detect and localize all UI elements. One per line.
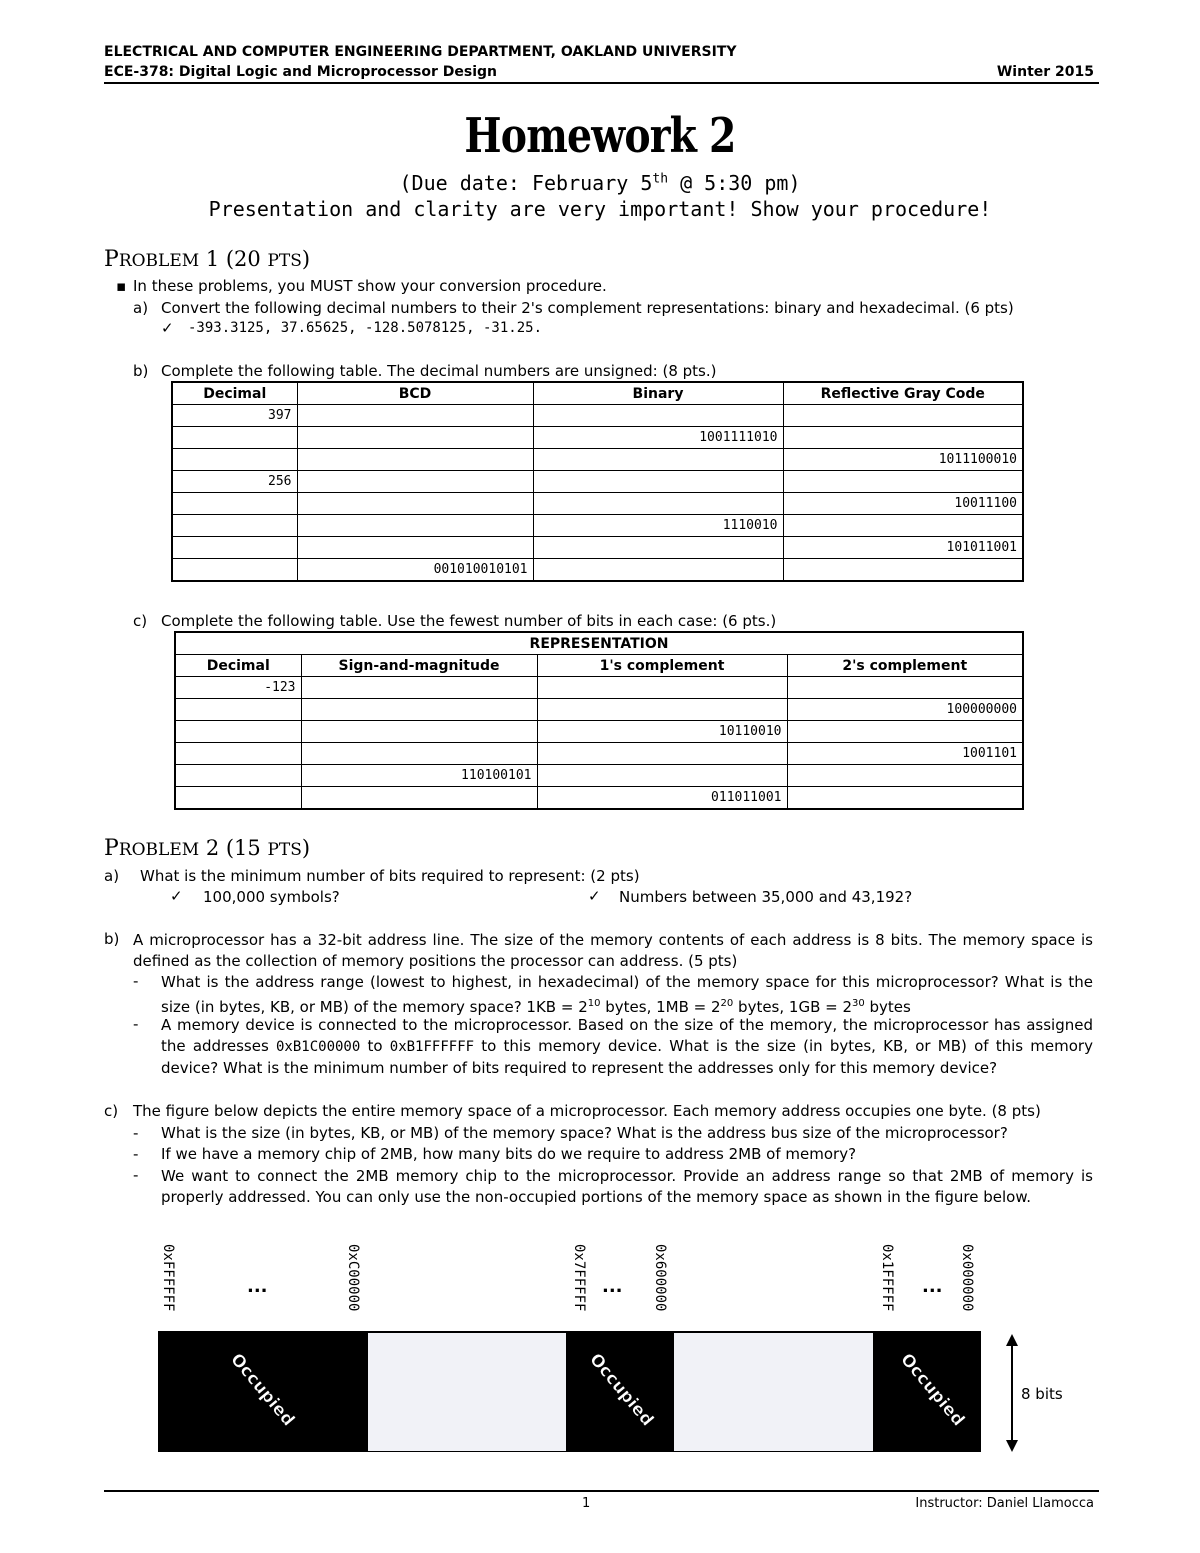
checkmark-icon: ✓ xyxy=(588,887,601,905)
ellipsis: ... xyxy=(922,1276,943,1297)
table-cell xyxy=(787,721,1023,743)
address-label: 0x000000 xyxy=(959,1244,975,1312)
table-cell xyxy=(297,405,533,427)
dash-icon: - xyxy=(133,1166,139,1184)
table-row xyxy=(172,515,1023,537)
ellipsis: ... xyxy=(247,1276,268,1297)
due-date: (Due date: February 5th @ 5:30 pm) xyxy=(399,171,801,195)
page-number: 1 xyxy=(582,1496,591,1511)
table-cell: 011011001 xyxy=(537,787,787,810)
representation-header: REPRESENTATION xyxy=(175,632,1023,655)
problem-2c-label: c) xyxy=(104,1102,119,1120)
table-cell xyxy=(175,721,301,743)
table-cell xyxy=(533,559,783,582)
table-cell xyxy=(537,677,787,699)
problem-2b-item-1: What is the address range (lowest to highest, in hexadecimal) of the memory space for this microprocessor? What is the size (in bytes, KB, or MB) of the memory space? $1KB = 2^{10}$ bytes, $1MB = 2^{20}$ bytes, $1GB = 2^{30}$ bytes xyxy=(161,973,1093,1016)
presentation-note: Presentation and clarity are very important! Show your procedure! xyxy=(208,197,992,221)
occupied-label: Occupied xyxy=(896,1349,969,1431)
dash-icon: - xyxy=(133,1015,139,1033)
problem-1b-table xyxy=(171,381,1024,582)
table-cell xyxy=(533,405,783,427)
problem-1-heading: PROBLEM 1 (20 PTS) xyxy=(104,247,311,272)
dash-icon: - xyxy=(133,972,139,990)
column-header: Reflective Gray Code xyxy=(783,382,1023,405)
table-row xyxy=(175,721,1023,743)
column-header: Decimal xyxy=(172,382,297,405)
occupied-block xyxy=(567,1333,673,1451)
table-cell xyxy=(783,515,1023,537)
problem-2c-item-2: If we have a memory chip of 2MB, how many bits do we require to address 2MB of memory? xyxy=(161,1145,857,1163)
table-cell xyxy=(533,449,783,471)
table-cell: 001010010101 xyxy=(297,559,533,582)
occupied-label: Occupied xyxy=(585,1349,658,1431)
dash-icon: - xyxy=(133,1124,139,1142)
ellipsis: ... xyxy=(602,1276,623,1297)
table-cell xyxy=(301,677,537,699)
footer-rule xyxy=(104,1490,1099,1492)
table-cell xyxy=(172,449,297,471)
table-row xyxy=(175,677,1023,699)
double-arrow-icon xyxy=(1002,1334,1022,1452)
table-cell: 1011100010 xyxy=(783,449,1023,471)
free-block xyxy=(674,1333,873,1451)
table-row xyxy=(172,449,1023,471)
table-cell: 1110010 xyxy=(533,515,783,537)
column-header: BCD xyxy=(297,382,533,405)
table-cell xyxy=(297,449,533,471)
problem-2b-label: b) xyxy=(104,930,120,948)
problem-2c-text: The figure below depicts the entire memory space of a microprocessor. Each memory address occupies one byte. (8 pts) xyxy=(133,1102,1041,1120)
free-block xyxy=(368,1333,566,1451)
table-cell xyxy=(297,493,533,515)
column-header: 2's complement xyxy=(787,655,1023,677)
course-title: ECE-378: Digital Logic and Microprocessor Design xyxy=(104,64,497,80)
table-cell: 101011001 xyxy=(783,537,1023,559)
table-cell xyxy=(301,721,537,743)
table-cell xyxy=(787,765,1023,787)
table-cell: 100000000 xyxy=(787,699,1023,721)
table-cell xyxy=(175,699,301,721)
table-cell xyxy=(297,537,533,559)
occupied-block xyxy=(874,1333,979,1451)
table-cell xyxy=(537,743,787,765)
table-cell xyxy=(787,677,1023,699)
problem-1a-label: a) xyxy=(133,299,149,317)
table-row xyxy=(175,699,1023,721)
problem-2-heading: PROBLEM 2 (15 PTS) xyxy=(104,836,311,861)
checkmark-icon: ✓ xyxy=(161,319,174,337)
problem-1a-values: -393.3125, 37.65625, -128.5078125, -31.25. xyxy=(188,320,543,336)
address-label: 0x7FFFFF xyxy=(571,1244,587,1312)
table-cell xyxy=(533,493,783,515)
occupied-label: Occupied xyxy=(226,1349,299,1431)
table-row xyxy=(172,537,1023,559)
dash-icon: - xyxy=(133,1145,139,1163)
table-cell xyxy=(301,787,537,810)
table-cell xyxy=(783,405,1023,427)
problem-1b-label: b) xyxy=(133,362,149,380)
table-row xyxy=(172,471,1023,493)
instructor: Instructor: Daniel Llamocca xyxy=(915,1496,1094,1511)
problem-2c-item-1: What is the size (in bytes, KB, or MB) of the memory space? What is the address bus size of the microprocessor? xyxy=(161,1124,1008,1142)
occupied-block xyxy=(160,1333,367,1451)
problem-2b-item-2: A memory device is connected to the microprocessor. Based on the size of the memory, the microprocessor has assigned the addresses 0xB1C00000 to 0xB1FFFFFF to this memory device. What is the size (in bytes, KB, or MB) of this memory device? What is the minimum number of bits required to represent the addresses only for this memory device? xyxy=(161,1016,1093,1077)
table-cell xyxy=(175,787,301,810)
checkmark-icon: ✓ xyxy=(170,887,183,905)
address-label: 0x1FFFFF xyxy=(879,1244,895,1312)
table-cell: 256 xyxy=(172,471,297,493)
table-cell xyxy=(301,699,537,721)
table-cell xyxy=(175,743,301,765)
table-cell xyxy=(301,743,537,765)
problem-2a-item-2: Numbers between 35,000 and 43,192? xyxy=(619,888,913,906)
problem-1c-text: Complete the following table. Use the fewest number of bits in each case: (6 pts.) xyxy=(161,612,777,630)
problem-2a-label: a) xyxy=(104,867,120,885)
table-cell xyxy=(537,699,787,721)
table-cell xyxy=(783,559,1023,582)
problem-2a-text: What is the minimum number of bits required to represent: (2 pts) xyxy=(140,867,640,885)
table-cell: 10011100 xyxy=(783,493,1023,515)
table-cell xyxy=(537,765,787,787)
problem-1c-label: c) xyxy=(133,612,148,630)
table-cell xyxy=(533,537,783,559)
table-cell: 1001111010 xyxy=(533,427,783,449)
column-header: Binary xyxy=(533,382,783,405)
problem-2c-item-3: We want to connect the 2MB memory chip to the microprocessor. Provide an address range so that 2MB of memory is properly addressed. You can only use the non-occupied portions of the memory space as shown in the figure below. xyxy=(161,1167,1093,1206)
table-cell xyxy=(172,493,297,515)
table-cell xyxy=(175,765,301,787)
table-row xyxy=(172,493,1023,515)
column-header: 1's complement xyxy=(537,655,787,677)
page-title: Homework 2 xyxy=(464,108,736,164)
problem-2a-item-1: 100,000 symbols? xyxy=(203,888,340,906)
table-cell: 10110010 xyxy=(537,721,787,743)
department-header: ELECTRICAL AND COMPUTER ENGINEERING DEPARTMENT, OAKLAND UNIVERSITY xyxy=(104,44,737,60)
address-label: 0xFFFFFF xyxy=(160,1244,176,1312)
problem-2b-text: A microprocessor has a 32-bit address line. The size of the memory contents of each address is 8 bits. The memory space is defined as the collection of memory positions the processor can address. (5 pts) xyxy=(133,931,1093,970)
table-row xyxy=(175,743,1023,765)
table-cell xyxy=(297,471,533,493)
table-cell: 1001101 xyxy=(787,743,1023,765)
table-cell xyxy=(783,427,1023,449)
table-row xyxy=(175,765,1023,787)
table-cell: 110100101 xyxy=(301,765,537,787)
problem-1b-text: Complete the following table. The decimal numbers are unsigned: (8 pts.) xyxy=(161,362,717,380)
table-cell xyxy=(172,537,297,559)
table-cell: -123 xyxy=(175,677,301,699)
width-label: 8 bits xyxy=(1021,1385,1063,1403)
term: Winter 2015 xyxy=(996,64,1094,80)
table-cell xyxy=(172,515,297,537)
header-rule xyxy=(104,82,1099,84)
column-header: Sign-and-magnitude xyxy=(301,655,537,677)
table-cell xyxy=(783,471,1023,493)
table-row xyxy=(172,559,1023,582)
table-row xyxy=(172,405,1023,427)
table-cell xyxy=(172,427,297,449)
address-label: 0x600000 xyxy=(652,1244,668,1312)
table-cell xyxy=(787,787,1023,810)
table-cell xyxy=(297,515,533,537)
problem-1-instructions: In these problems, you MUST show your conversion procedure. xyxy=(133,277,607,295)
table-row xyxy=(175,787,1023,810)
problem-1c-table xyxy=(174,631,1024,810)
bullet-icon: ▪ xyxy=(116,277,127,295)
table-cell xyxy=(172,559,297,582)
column-header: Decimal xyxy=(175,655,301,677)
table-cell xyxy=(297,427,533,449)
table-cell xyxy=(533,471,783,493)
table-row xyxy=(172,427,1023,449)
problem-1a-text: Convert the following decimal numbers to their 2's complement representations: binary and hexadecimal. (6 pts) xyxy=(161,299,1014,317)
table-cell: 397 xyxy=(172,405,297,427)
address-label: 0xC00000 xyxy=(345,1244,361,1312)
